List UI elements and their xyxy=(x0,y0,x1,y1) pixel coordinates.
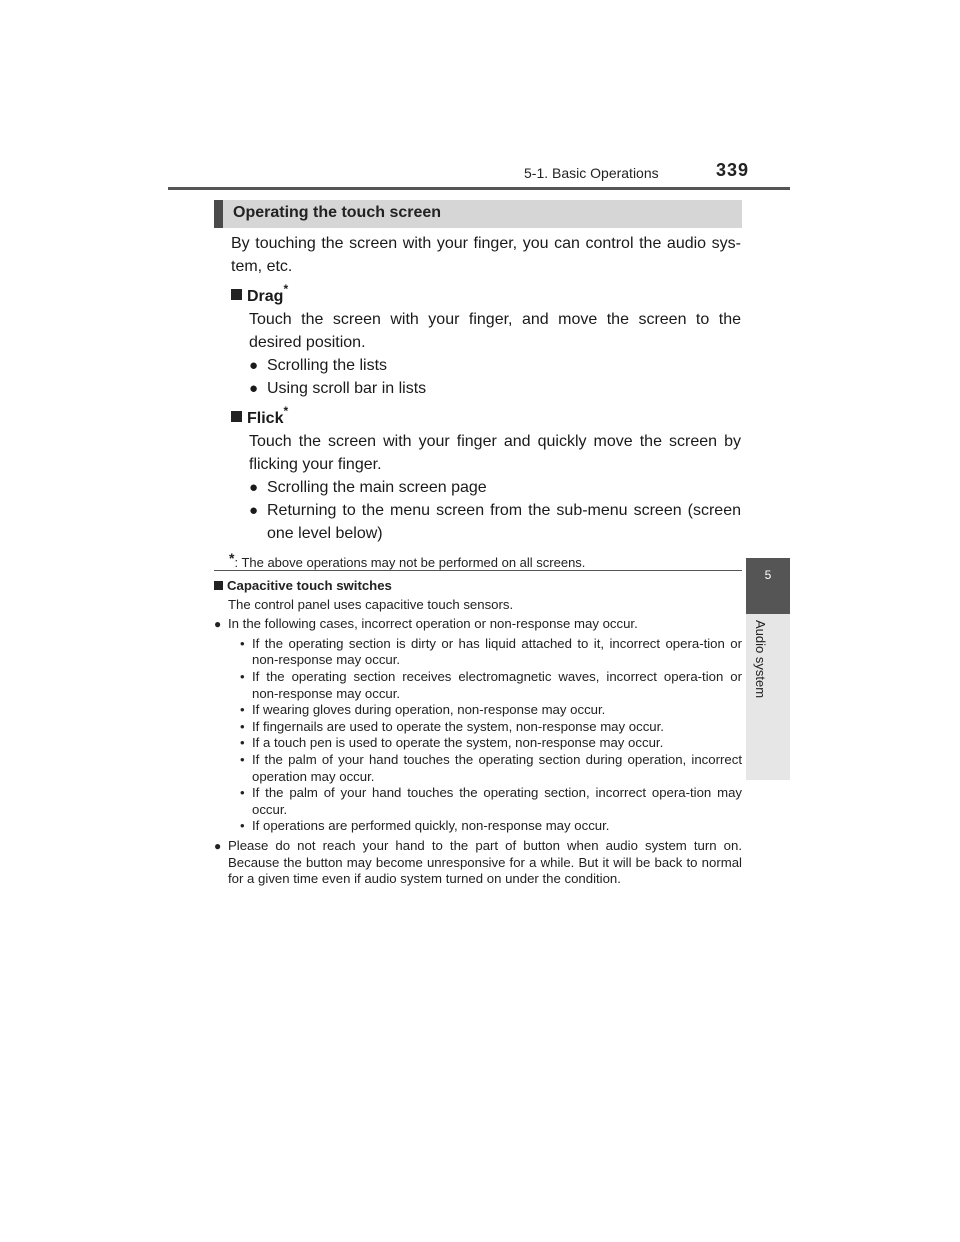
item-heading-text: Flick xyxy=(247,410,284,427)
circle-bullet-icon: ● xyxy=(249,479,259,496)
list-item: • If a touch pen is used to operate the system, non-response may occur. xyxy=(240,735,742,752)
circle-bullet-icon: ● xyxy=(214,838,222,853)
list-item-text: Returning to the menu screen from the sub-menu screen (screen one level below) xyxy=(267,502,741,542)
note-title xyxy=(214,578,742,595)
header-rule xyxy=(168,187,790,190)
header-section-title: 5-1. Basic Operations xyxy=(524,165,659,181)
asterisk-marker: * xyxy=(283,282,289,296)
section-heading-bar xyxy=(214,200,742,228)
note-intro: The control panel uses capacitive touch sensors. xyxy=(228,596,514,612)
list-item: • If wearing gloves during operation, non-response may occur. xyxy=(240,702,742,719)
footnote-text: : The above operations may not be performed on all screens. xyxy=(234,555,586,570)
list-item: • If the operating section is dirty or has liquid attached to it, incorrect opera-tion or non-response may occur. xyxy=(240,635,742,668)
item-desc-flick: Touch the screen with your finger and quickly move the screen by flicking your finger. xyxy=(249,433,741,473)
item-heading-drag xyxy=(231,282,741,308)
circle-bullet-icon: ● xyxy=(214,617,222,632)
item-heading-text: Drag xyxy=(247,288,284,305)
note-divider xyxy=(214,570,742,571)
item-desc-drag: Touch the screen with your finger, and move the screen to the desired position. xyxy=(249,311,741,351)
notes-block xyxy=(214,578,742,888)
note-bullet xyxy=(214,616,742,633)
list-item: • If the operating section receives electromagnetic waves, incorrect opera-tion or non-response may occur. xyxy=(240,668,742,701)
list-item xyxy=(249,476,741,499)
list-item-text: Scrolling the lists xyxy=(267,357,388,374)
chapter-tab-number: 5 xyxy=(746,558,790,614)
item-heading-flick xyxy=(231,404,741,430)
list-item xyxy=(249,354,741,377)
circle-bullet-icon: ● xyxy=(249,380,259,397)
list-item-text: If the palm of your hand touches the operating section, incorrect opera-tion may occur. xyxy=(252,785,742,817)
list-item-text: If operations are performed quickly, non-response may occur. xyxy=(252,818,610,834)
list-item: • If operations are performed quickly, non-response may occur. xyxy=(240,818,742,835)
chapter-tab xyxy=(746,614,790,780)
list-item-text: If wearing gloves during operation, non-response may occur. xyxy=(252,702,606,718)
list-item: • If the palm of your hand touches the operating section during operation, incorrect operation may occur. xyxy=(240,751,742,784)
note-title-text: Capacitive touch switches xyxy=(227,578,392,593)
list-item: • If fingernails are used to operate the system, non-response may occur. xyxy=(240,719,742,736)
section-intro: By touching the screen with your finger, you can control the audio sys-tem, etc. xyxy=(231,235,741,275)
circle-bullet-icon: ● xyxy=(249,502,259,519)
circle-bullet-icon: ● xyxy=(249,357,259,374)
list-item-text: If the palm of your hand touches the operating section during operation, incorrect operation may occur. xyxy=(252,751,742,784)
list-item: • If the palm of your hand touches the operating section, incorrect opera-tion may occur. xyxy=(240,785,742,817)
note-sub-list xyxy=(214,636,742,835)
square-bullet-icon xyxy=(231,289,242,300)
note-bullet-text: In the following cases, incorrect operation or non-response may occur. xyxy=(228,616,638,632)
list-item-text: If the operating section is dirty or has liquid attached to it, incorrect opera-tion or non-response may occur. xyxy=(252,635,742,668)
page-number: 339 xyxy=(716,160,750,180)
square-bullet-icon xyxy=(214,581,223,590)
section-title: Operating the touch screen xyxy=(233,204,442,221)
list-item-text: If the operating section receives electromagnetic waves, incorrect opera-tion or non-response may occur. xyxy=(252,668,742,701)
list-item xyxy=(249,377,741,400)
list-item xyxy=(249,499,741,545)
list-item-text: If a touch pen is used to operate the system, non-response may occur. xyxy=(252,735,664,751)
list-item-text: If fingernails are used to operate the system, non-response may occur. xyxy=(252,718,664,734)
note-bullet xyxy=(214,838,742,888)
asterisk-marker: * xyxy=(229,550,235,566)
list-item-text: Using scroll bar in lists xyxy=(267,380,427,397)
list-item-text: Scrolling the main screen page xyxy=(267,479,487,496)
chapter-tab-title: Audio system xyxy=(753,620,768,699)
square-bullet-icon xyxy=(231,411,242,422)
asterisk-marker: * xyxy=(283,404,289,418)
note-bullet-text: Please do not reach your hand to the part of button when audio system turn on. Because the button may become unresponsive for a while. But it will be back to normal for a given time even if audio system turned on under the condition. xyxy=(228,837,742,887)
main-content xyxy=(231,232,741,574)
